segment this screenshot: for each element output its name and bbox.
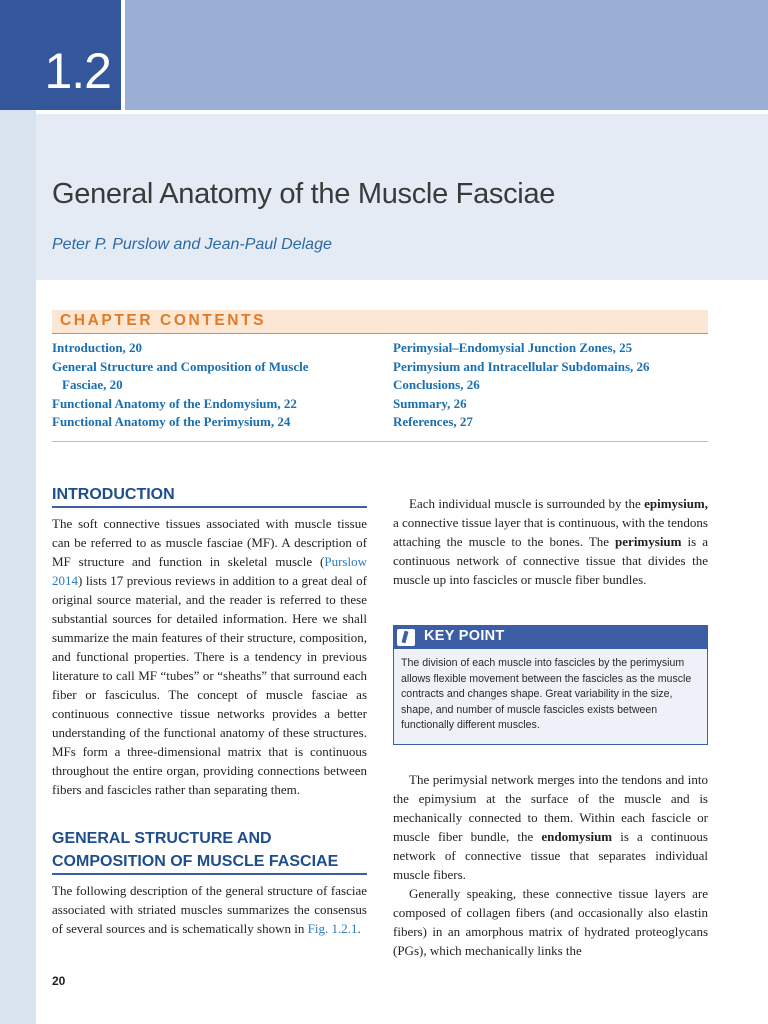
epimysium-paragraph: Each individual muscle is surrounded by the epimysium, a connective tissue layer that is continuous, with the tendons attaching the muscle to the bones. The perimysium is a continuous network of connective tissue that divides the muscle up into fascicles or muscle fiber bundles. xyxy=(393,496,708,587)
introduction-heading-rule xyxy=(52,506,367,508)
introduction-heading: INTRODUCTION xyxy=(52,486,175,503)
general-structure-heading-rule xyxy=(52,873,367,875)
key-point-header xyxy=(394,626,707,649)
key-point-box xyxy=(393,625,708,745)
chapter-authors: Peter P. Purslow and Jean-Paul Delage xyxy=(52,236,332,253)
toc-item-continued[interactable]: Fasciae, 20 xyxy=(62,377,123,392)
toc-item[interactable]: Perimysial–Endomysial Junction Zones, 25 xyxy=(393,340,633,355)
perimysial-network-paragraph: The perimysial network merges into the tendons and into the epimysium at the surface of the muscle and is mechanically connected to them. Within each fascicle or muscle fiber bundle, the endomysium is a continuous network of connective tissue that separates individual muscle fibers. xyxy=(393,772,708,882)
chapter-contents-heading xyxy=(52,310,708,334)
connective-layers-paragraph: Generally speaking, these connective tissue layers are composed of collagen fibers (and occasionally also elastin fibers) in an amorphous matrix of hydrated proteoglycans (PGs), which mechanically links the xyxy=(393,886,708,958)
introduction-paragraph: The soft connective tissues associated with muscle tissue can be referred to as muscle fasciae (MF). A description of MF structure and function in skeletal muscle (Purslow 2014) lists 17 previous reviews in addition to a great deal of original source material, and the reader is referred to these substantial sources for detailed information. Here we shall summarize the main features of their structure, composition, and functional properties. There is a tendency in previous literature to call MF “tubes” or “sheaths” that surround each fiber or fasciculus. The concept of muscle fasciae as continuous connective tissue networks provides a better understanding of the functional anatomy of these structures. MFs form a three-dimensional matrix that is continuous throughout the entire organ, providing connections between fibers and fascicles rather than separating them. xyxy=(52,516,367,797)
pencil-icon xyxy=(397,629,415,646)
key-point-title: KEY POINT xyxy=(424,628,505,644)
page-number: 20 xyxy=(52,974,66,988)
toc-item[interactable]: References, 27 xyxy=(393,414,473,429)
figure-link[interactable]: Fig. 1.2.1 xyxy=(307,921,358,936)
header-band xyxy=(121,0,768,110)
toc-item[interactable]: Functional Anatomy of the Perimysium, 24 xyxy=(52,414,291,429)
left-margin-strip xyxy=(0,110,36,1024)
toc-left-column xyxy=(52,339,372,432)
toc-item[interactable]: Perimysium and Intracellular Subdomains, 26 xyxy=(393,358,650,374)
general-structure-paragraph: The following description of the general structure of fasciae associated with striated muscles summarizes the consensus of several sources and is schematically shown in Fig. 1.2.1. xyxy=(52,883,367,936)
toc-item[interactable]: Summary, 26 xyxy=(393,395,467,411)
chapter-title: General Anatomy of the Muscle Fasciae xyxy=(52,178,556,210)
chapter-number-box xyxy=(0,0,121,110)
toc-item[interactable]: Functional Anatomy of the Endomysium, 22 xyxy=(52,395,297,411)
general-structure-heading: GENERAL STRUCTURE AND COMPOSITION OF MUSCLE FASCIAE xyxy=(52,830,339,870)
toc-item[interactable]: Conclusions, 26 xyxy=(393,377,480,392)
chapter-contents-label: CHAPTER CONTENTS xyxy=(60,312,267,329)
toc-item[interactable]: Introduction, 20 xyxy=(52,340,143,355)
toc-item[interactable]: General Structure and Composition of Muscle xyxy=(52,358,309,374)
toc-right-column xyxy=(393,339,713,432)
key-point-text: The division of each muscle into fascicles by the perimysium allows flexible movement between the fascicles as the muscle contracts and changes shape. Great variability in the size, shape, and number of muscle fascicles exists between functionally different muscles. xyxy=(401,657,692,731)
purslow-citation-link[interactable]: Purslow 2014 xyxy=(52,554,367,588)
chapter-number: 1.2 xyxy=(44,43,111,99)
contents-divider xyxy=(52,441,708,442)
